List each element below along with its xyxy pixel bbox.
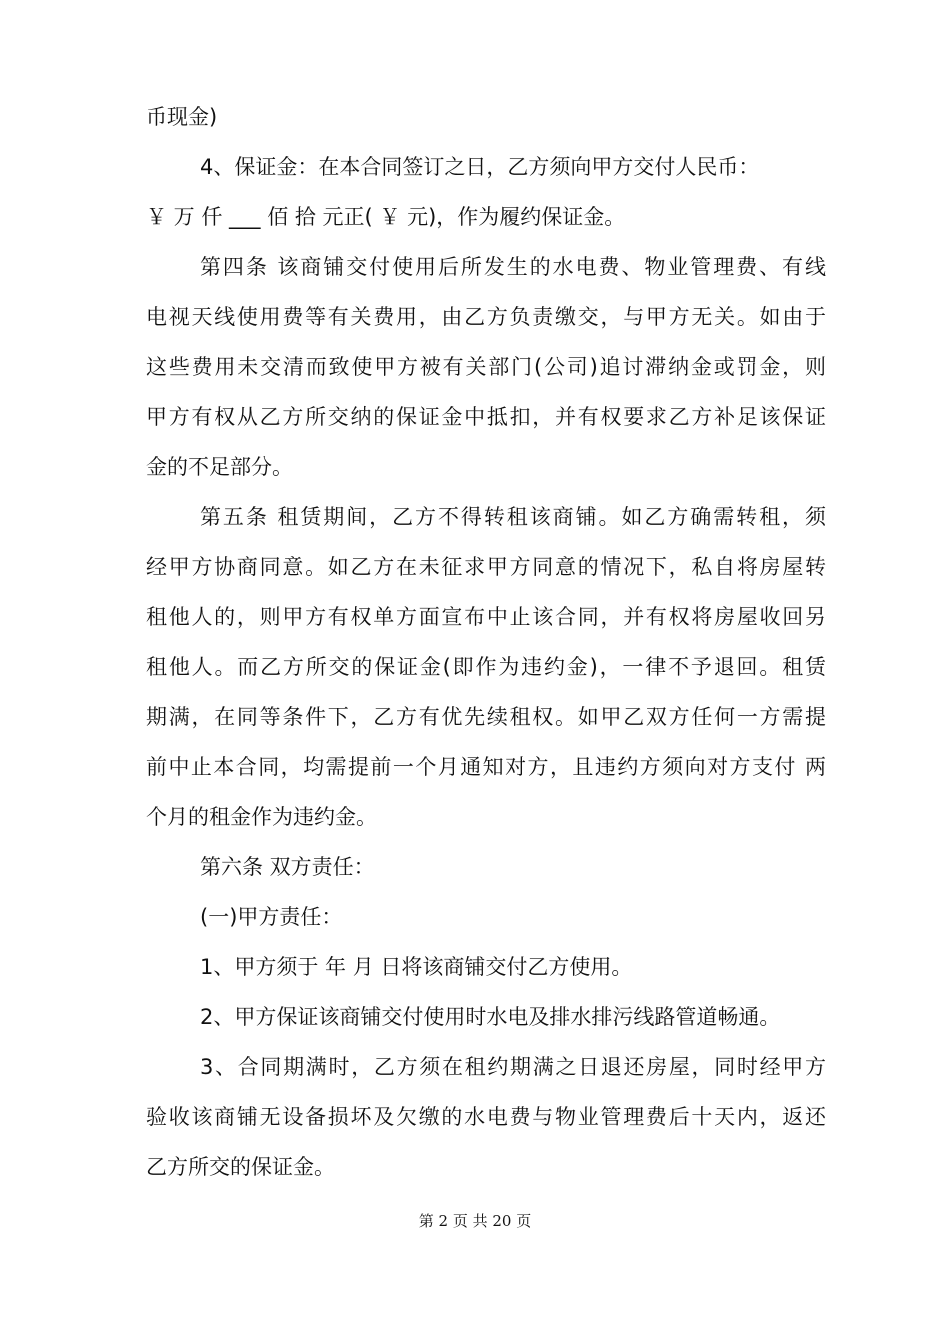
text-line: 电视天线使用费等有关费用，由乙方负责缴交，与甲方无关。如由于 (146, 305, 826, 329)
text-line: 租他人的，则甲方有权单方面宣布中止该合同，并有权将房屋收回另 (146, 605, 826, 629)
text-line: 1、甲方须于 年 月 日将该商铺交付乙方使用。 (200, 955, 633, 979)
text-line: 租他人。而乙方所交的保证金(即作为违约金)，一律不予退回。租赁 (146, 655, 826, 679)
text-line: 金的不足部分。 (146, 455, 293, 479)
text-line: 4、保证金：在本合同签订之日，乙方须向甲方交付人民币： (200, 155, 760, 179)
section-heading: 第六条 双方责任： (200, 855, 375, 879)
text-line: 3、合同期满时，乙方须在租约期满之日退还房屋，同时经甲方 (200, 1055, 826, 1079)
subsection-heading: (一)甲方责任： (200, 905, 343, 929)
text-line: 甲方有权从乙方所交纳的保证金中抵扣，并有权要求乙方补足该保证 (146, 405, 826, 429)
text-line: 这些费用未交清而致使甲方被有关部门(公司)追讨滞纳金或罚金，则 (146, 355, 826, 379)
text-line: 经甲方协商同意。如乙方在未征求甲方同意的情况下，私自将房屋转 (146, 555, 826, 579)
text-line: 期满，在同等条件下，乙方有优先续租权。如甲乙双方任何一方需提 (146, 705, 826, 729)
text-line: 第五条 租赁期间，乙方不得转租该商铺。如乙方确需转租，须 (200, 505, 826, 529)
text-line: 验收该商铺无设备损坏及欠缴的水电费与物业管理费后十天内，返还 (146, 1105, 826, 1129)
text-line: ￥ 万 仟 ___ 佰 拾 元正( ￥ 元)，作为履约保证金。 (146, 205, 626, 229)
text-line: 2、甲方保证该商铺交付使用时水电及排水排污线路管道畅通。 (200, 1005, 781, 1029)
text-line: 乙方所交的保证金。 (146, 1155, 335, 1179)
text-line: 个月的租金作为违约金。 (146, 805, 377, 829)
text-line: 第四条 该商铺交付使用后所发生的水电费、物业管理费、有线 (200, 255, 826, 279)
text-line: 币现金) (146, 105, 218, 129)
text-line: 前中止本合同，均需提前一个月通知对方，且违约方须向对方支付 两 (146, 755, 826, 779)
page-number: 第 2 页 共 20 页 (418, 1212, 532, 1230)
